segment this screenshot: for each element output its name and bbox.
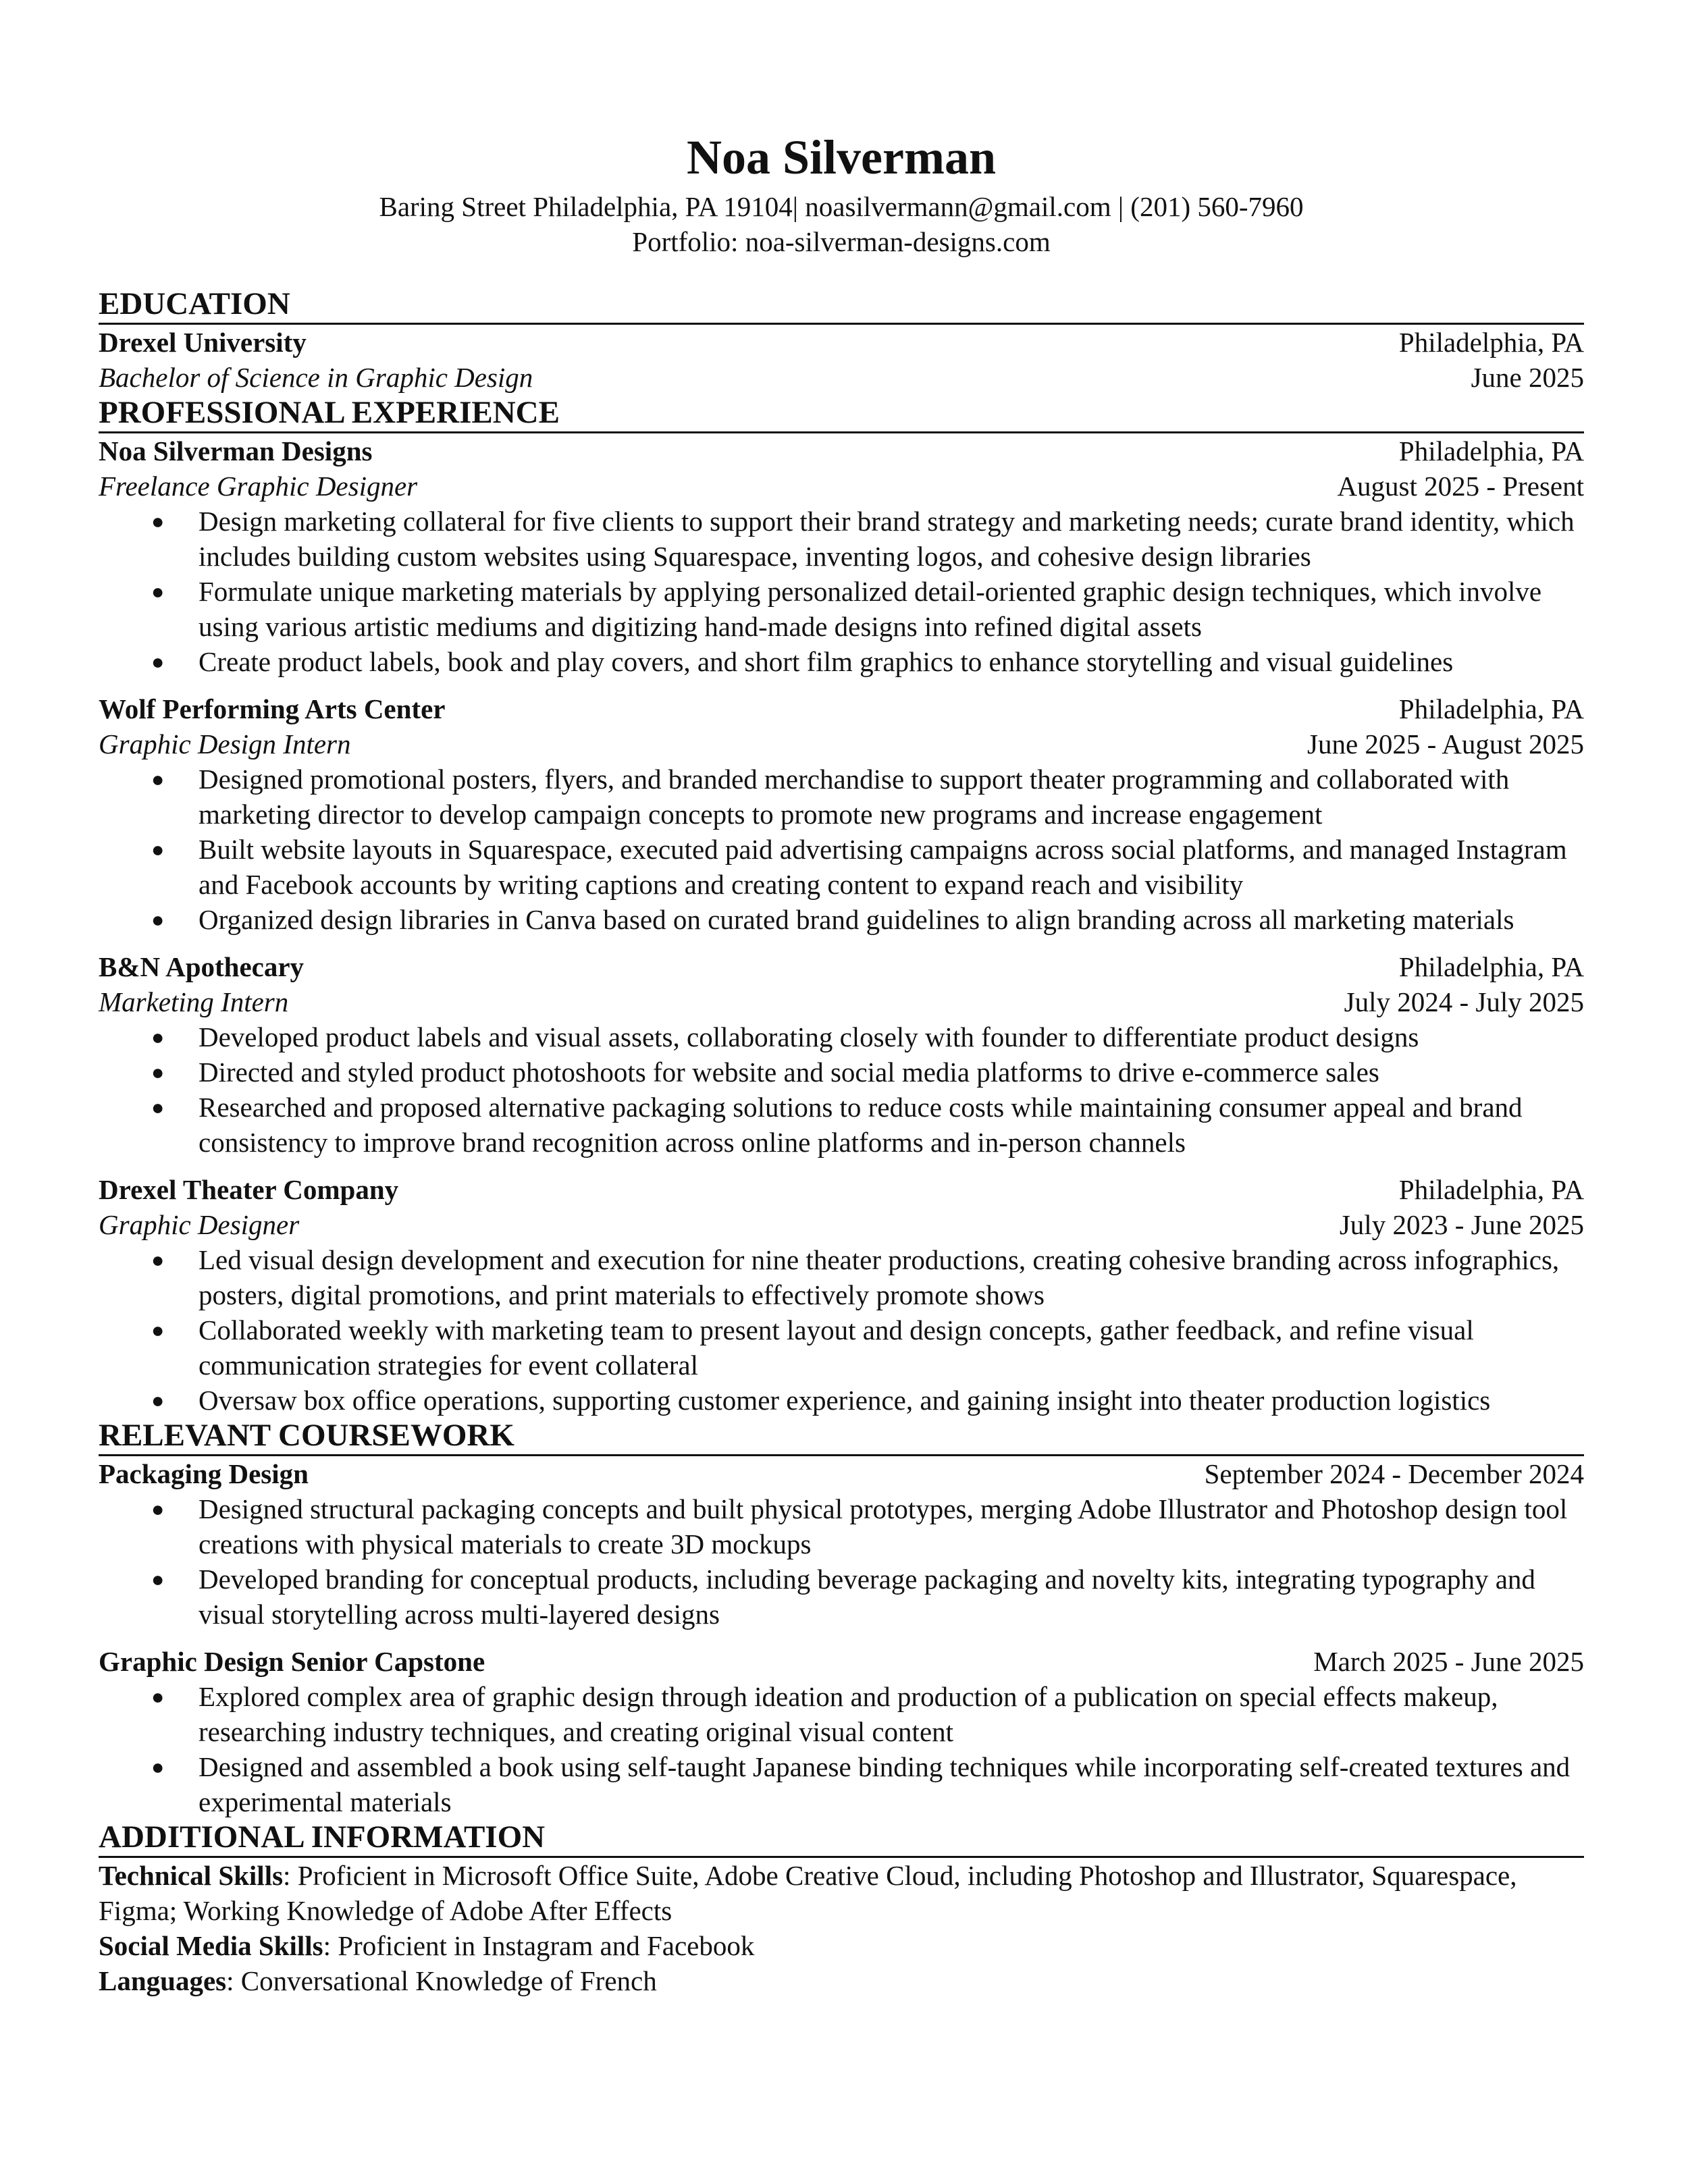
bullet-dot-icon: ● — [151, 1248, 165, 1272]
education-section — [99, 286, 1584, 395]
coursework-list — [99, 1456, 1584, 1819]
bullet-item — [99, 644, 1584, 679]
bullet-item — [99, 1090, 1584, 1160]
bullet-item — [99, 762, 1584, 832]
job-org: Wolf Performing Arts Center — [99, 693, 446, 724]
bullet-dot-icon: ● — [151, 1388, 165, 1412]
course-date: September 2024 - December 2024 — [1204, 1458, 1584, 1489]
course-name: Graphic Design Senior Capstone — [99, 1646, 485, 1677]
job-role-row — [99, 726, 1584, 762]
info-text: : Proficient in Instagram and Facebook — [323, 1930, 755, 1961]
bullet-dot-icon: ● — [151, 1497, 165, 1521]
bullet-text: Researched and proposed alternative packaging solutions to reduce costs while maintaining consumer appeal and brand consistency to improve brand recognition across online platforms and in-person channels — [199, 1092, 1523, 1158]
job-org: B&N Apothecary — [99, 951, 305, 982]
job-org: Noa Silverman Designs — [99, 435, 373, 467]
additional-list — [99, 1858, 1584, 1998]
bullet-text: Developed branding for conceptual products, including beverage packaging and novelty kits, integrating typography and visual storytelling across multi-layered designs — [199, 1564, 1535, 1630]
bullet-dot-icon: ● — [151, 837, 165, 861]
job-role: Graphic Design Intern — [99, 728, 351, 760]
bullet-list — [99, 1019, 1584, 1160]
bullet-text: Oversaw box office operations, supporting customer experience, and gaining insight into theater production logistics — [199, 1385, 1491, 1416]
job-location: Philadelphia, PA — [1398, 435, 1584, 467]
bullet-text: Designed and assembled a book using self-taught Japanese binding techniques while incorporating self-created textures and experimental materials — [199, 1751, 1571, 1817]
course-date: March 2025 - June 2025 — [1313, 1646, 1584, 1677]
bullet-dot-icon: ● — [151, 1025, 165, 1049]
course-row — [99, 1644, 1584, 1679]
resume-header — [99, 128, 1584, 259]
bullet-dot-icon: ● — [151, 509, 165, 533]
job-org-row — [99, 433, 1584, 469]
course-entry — [99, 1644, 1584, 1819]
bullet-list — [99, 1679, 1584, 1819]
additional-info-line — [99, 1963, 1584, 1998]
job-org-row — [99, 1172, 1584, 1207]
job-org-row — [99, 691, 1584, 726]
bullet-item — [99, 902, 1584, 937]
bullet-dot-icon: ● — [151, 1567, 165, 1591]
bullet-text: Organized design libraries in Canva based on curated brand guidelines to align branding across all marketing materials — [199, 904, 1514, 935]
job-role: Freelance Graphic Designer — [99, 471, 418, 502]
bullet-list — [99, 762, 1584, 937]
additional-info-line — [99, 1928, 1584, 1963]
experience-section — [99, 395, 1584, 1418]
degree-row — [99, 360, 1584, 395]
job-entry — [99, 949, 1584, 1160]
bullet-text: Led visual design development and execution for nine theater productions, creating cohesive branding across infographics, posters, digital promotions, and print materials to effectively promote shows — [199, 1244, 1560, 1310]
course-entry — [99, 1456, 1584, 1632]
course-row — [99, 1456, 1584, 1491]
bullet-item — [99, 1679, 1584, 1749]
bullet-list — [99, 1491, 1584, 1632]
bullet-item — [99, 1242, 1584, 1312]
info-label: Technical Skills — [99, 1860, 284, 1891]
job-location: Philadelphia, PA — [1398, 693, 1584, 724]
bullet-text: Collaborated weekly with marketing team to present layout and design concepts, gather feedback, and refine visual communication strategies for event collateral — [199, 1314, 1474, 1381]
bullet-text: Developed product labels and visual assets, collaborating closely with founder to differentiate product designs — [199, 1021, 1419, 1053]
bullet-text: Designed promotional posters, flyers, and branded merchandise to support theater programming and collaborated with marketing director to develop campaign concepts to promote new programs and increase engagement — [199, 764, 1510, 830]
job-date: June 2025 - August 2025 — [1307, 728, 1584, 760]
info-label: Social Media Skills — [99, 1930, 323, 1961]
resume-page — [99, 128, 1584, 1998]
info-label: Languages — [99, 1965, 227, 1996]
bullet-text: Designed structural packaging concepts and built physical prototypes, merging Adobe Illustrator and Photoshop design tool creations with physical materials to create 3D mockups — [199, 1493, 1568, 1560]
degree-name: Bachelor of Science in Graphic Design — [99, 362, 533, 393]
education-row — [99, 325, 1584, 360]
bullet-text: Design marketing collateral for five clients to support their brand strategy and marketing needs; curate brand identity, which includes building custom websites using Squarespace, inventing logos, and cohesive design libraries — [199, 506, 1575, 572]
course-name: Packaging Design — [99, 1458, 309, 1489]
bullet-dot-icon: ● — [151, 907, 165, 932]
portfolio-line: Portfolio: noa-silverman-designs.com — [632, 226, 1051, 257]
job-date: August 2025 - Present — [1337, 471, 1584, 502]
experience-list — [99, 433, 1584, 1418]
bullet-item — [99, 1383, 1584, 1418]
candidate-name: Noa Silverman — [687, 130, 996, 184]
bullet-text: Directed and styled product photoshoots for website and social media platforms to drive e-commerce sales — [199, 1057, 1379, 1088]
job-role-row — [99, 469, 1584, 504]
job-entry — [99, 691, 1584, 937]
school-name: Drexel University — [99, 327, 307, 358]
job-entry — [99, 433, 1584, 679]
section-title-coursework: RELEVANT COURSEWORK — [99, 1418, 1584, 1456]
bullet-dot-icon: ● — [151, 767, 165, 791]
job-role: Graphic Designer — [99, 1209, 300, 1240]
bullet-item — [99, 1749, 1584, 1819]
bullet-dot-icon: ● — [151, 579, 165, 604]
degree-date: June 2025 — [1471, 362, 1584, 393]
bullet-dot-icon: ● — [151, 1684, 165, 1709]
bullet-text: Explored complex area of graphic design through ideation and production of a publication on special effects makeup, researching industry techniques, and creating original visual content — [199, 1681, 1498, 1747]
bullet-list — [99, 504, 1584, 679]
bullet-dot-icon: ● — [151, 1095, 165, 1119]
job-location: Philadelphia, PA — [1398, 951, 1584, 982]
info-text: : Conversational Knowledge of French — [226, 1965, 657, 1996]
contact-line: Baring Street Philadelphia, PA 19104| noasilvermann@gmail.com | (201) 560-7960 — [379, 191, 1304, 222]
bullet-text: Create product labels, book and play covers, and short film graphics to enhance storytelling and visual guidelines — [199, 646, 1454, 677]
bullet-dot-icon: ● — [151, 1318, 165, 1342]
job-role-row — [99, 1207, 1584, 1242]
bullet-item — [99, 1312, 1584, 1383]
bullet-dot-icon: ● — [151, 1060, 165, 1084]
job-org: Drexel Theater Company — [99, 1174, 399, 1205]
job-date: July 2023 - June 2025 — [1339, 1209, 1584, 1240]
school-location: Philadelphia, PA — [1398, 327, 1584, 358]
bullet-dot-icon: ● — [151, 1755, 165, 1779]
bullet-text: Built website layouts in Squarespace, executed paid advertising campaigns across social platforms, and managed Instagram and Facebook accounts by writing captions and creating content to expand reach and visibility — [199, 834, 1567, 900]
bullet-item — [99, 1019, 1584, 1055]
bullet-text: Formulate unique marketing materials by applying personalized detail-oriented graphic design techniques, which involve using various artistic mediums and digitizing hand-made designs into refined digital assets — [199, 576, 1542, 642]
bullet-item — [99, 574, 1584, 644]
job-org-row — [99, 949, 1584, 984]
additional-section — [99, 1819, 1584, 1998]
bullet-item — [99, 1055, 1584, 1090]
bullet-item — [99, 1491, 1584, 1562]
section-title-additional: ADDITIONAL INFORMATION — [99, 1819, 1584, 1858]
job-date: July 2024 - July 2025 — [1344, 986, 1584, 1017]
job-role-row — [99, 984, 1584, 1019]
info-text: : Proficient in Microsoft Office Suite, Adobe Creative Cloud, including Photoshop and Illustrator, Squarespace, Figma; Working Knowledge of Adobe After Effects — [99, 1860, 1517, 1926]
additional-info-line — [99, 1858, 1584, 1928]
coursework-section — [99, 1418, 1584, 1819]
section-title-education: EDUCATION — [99, 286, 1584, 325]
job-location: Philadelphia, PA — [1398, 1174, 1584, 1205]
job-entry — [99, 1172, 1584, 1418]
bullet-list — [99, 1242, 1584, 1418]
bullet-item — [99, 504, 1584, 574]
section-title-experience: PROFESSIONAL EXPERIENCE — [99, 395, 1584, 433]
bullet-dot-icon: ● — [151, 649, 165, 674]
bullet-item — [99, 832, 1584, 902]
job-role: Marketing Intern — [99, 986, 289, 1017]
bullet-item — [99, 1562, 1584, 1632]
